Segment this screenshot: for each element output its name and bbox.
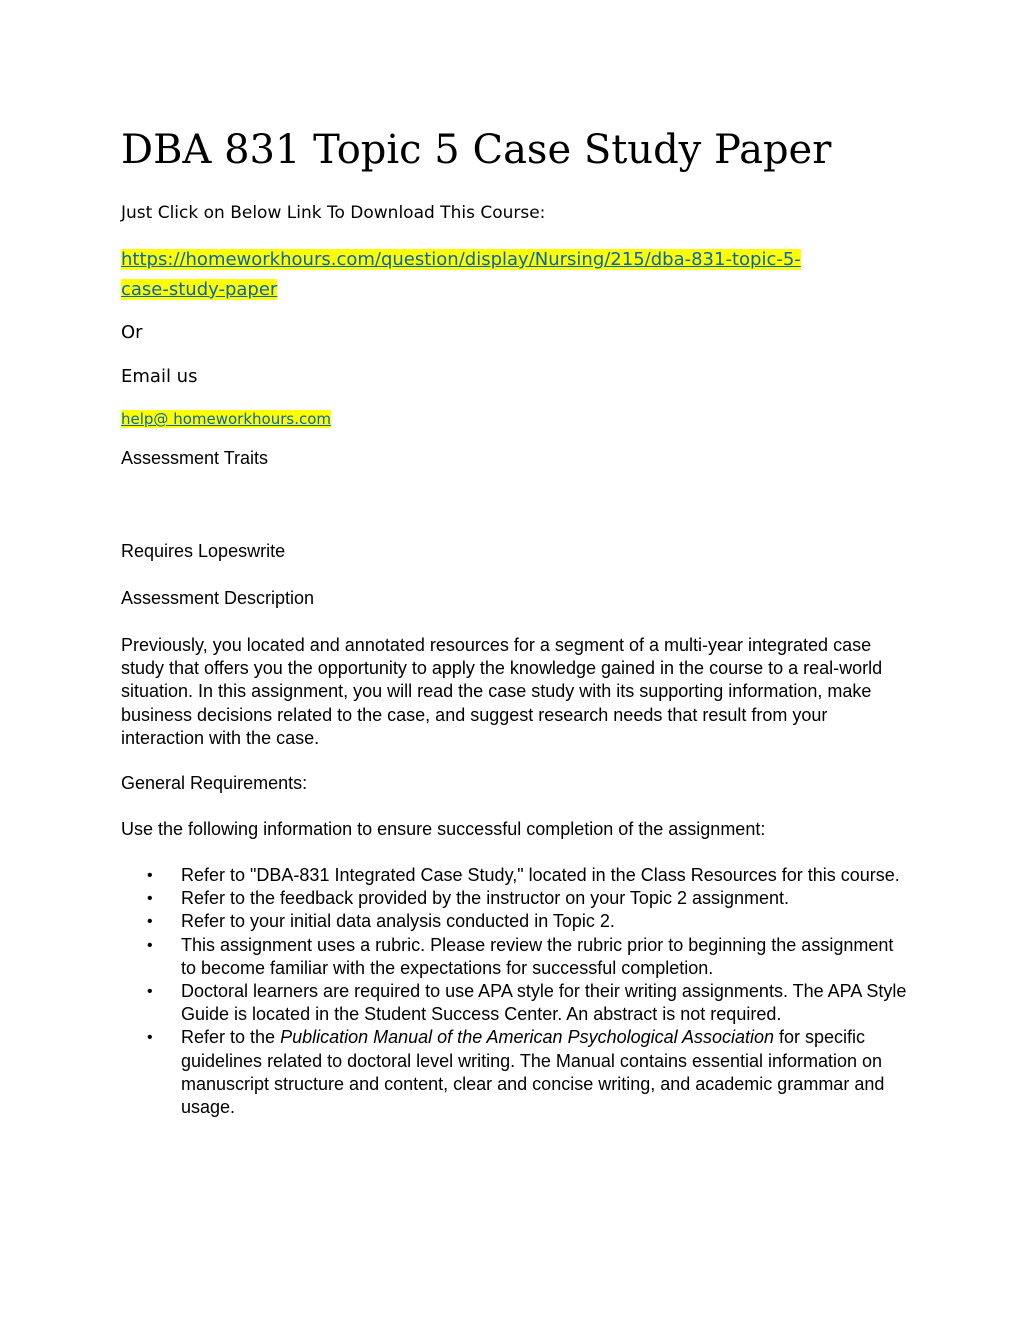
download-link-block (121, 245, 881, 305)
list-item-text-prefix: Refer to the (181, 1027, 276, 1048)
list-item-text: Refer to the feedback provided by the instructor on your Topic 2 assignment. (181, 888, 790, 909)
list-item-text: Refer to your initial data analysis conducted in Topic 2. (181, 911, 615, 932)
general-requirements-intro: Use the following information to ensure successful completion of the assignment: (121, 819, 766, 839)
list-item (121, 980, 911, 1026)
requirements-list (121, 864, 911, 1119)
bullet-icon: • (147, 936, 153, 954)
list-item (121, 1026, 911, 1119)
bullet-icon: • (147, 890, 153, 908)
download-intro: Just Click on Below Link To Download This Course: (121, 203, 546, 223)
heading-assessment-description: Assessment Description (121, 588, 315, 608)
download-link-line-1[interactable]: https://homeworkhours.com/question/display/Nursing/215/dba-831-topic-5- (121, 249, 801, 270)
list-item-text: Refer to "DBA-831 Integrated Case Study," located in the Class Resources for this course. (181, 865, 900, 885)
page-title: DBA 831 Topic 5 Case Study Paper (121, 127, 832, 173)
heading-general-requirements: General Requirements: (121, 773, 308, 793)
email-label: Email us (121, 366, 198, 387)
requires-lopeswrite: Requires Lopeswrite (121, 541, 286, 561)
email-link-wrapper (121, 408, 331, 430)
or-text: Or (121, 322, 143, 343)
assessment-description: Previously, you located and annotated resources for a segment of a multi-year integrated case study that offers you the opportunity to apply the knowledge gained in the course to a real-world situation. In this assignment, you will read the case study with its supporting information, make business decisions related to the case, and suggest research needs that result from your interaction with the case. (121, 635, 883, 748)
list-item (121, 864, 911, 887)
list-item-text-suffix: for specific guidelines related to doctoral level writing. The Manual contains essential information on manuscript structure and content, clear and concise writing, and academic grammar and usage. (181, 1027, 885, 1118)
list-item-text: This assignment uses a rubric. Please review the rubric prior to beginning the assignment to become familiar with the expectations for successful completion. (181, 934, 894, 978)
bullet-icon: • (147, 983, 153, 1001)
publication-manual-title: Publication Manual of the American Psychological Association (280, 1027, 775, 1048)
list-item-text: Doctoral learners are required to use APA style for their writing assignments. The APA Style Guide is located in the Student Success Center. An abstract is not required. (181, 981, 907, 1025)
heading-assessment-traits: Assessment Traits (121, 448, 269, 468)
list-item (121, 910, 911, 933)
list-item (121, 887, 911, 910)
list-item (121, 934, 911, 980)
email-link[interactable]: help@ homeworkhours.com (121, 410, 331, 428)
bullet-icon: • (147, 1029, 153, 1047)
download-link-line-2[interactable]: case-study-paper (121, 279, 278, 300)
bullet-icon: • (147, 867, 153, 884)
bullet-icon: • (147, 913, 153, 931)
